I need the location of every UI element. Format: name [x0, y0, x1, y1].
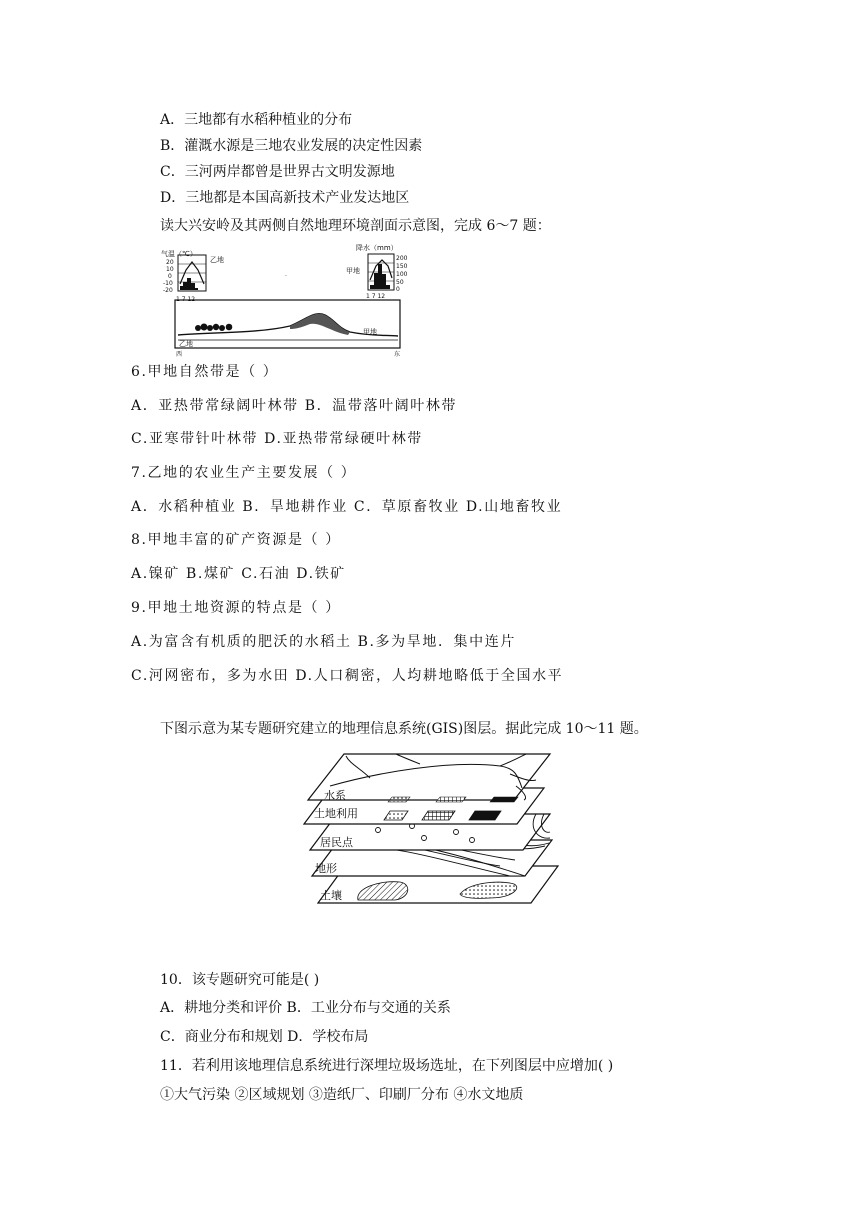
gis-layers-figure: [300, 748, 568, 933]
left-place: 乙地: [210, 256, 224, 264]
q10-options-row2: C．商业分布和规划 D．学校布局: [160, 1029, 369, 1045]
svg-text:·: ·: [285, 273, 287, 280]
right-tick-100: 100: [396, 271, 408, 278]
q5-option-c: C．三河两岸都曾是世界古文明发源地: [160, 164, 395, 180]
left-months: 1 7 12: [176, 296, 196, 303]
left-axis-title: 气温（℃）: [161, 250, 197, 258]
right-tick-0: 0: [396, 286, 400, 293]
right-place: 甲地: [346, 267, 360, 275]
q6-stem: 6.甲地自然带是（ ）: [131, 364, 279, 380]
q7-options-row1: A．水稻种植业 B．旱地耕作业 C．草原畜牧业 D.山地畜牧业: [131, 499, 563, 515]
q7-stem: 7.乙地的农业生产主要发展（ ）: [131, 465, 357, 481]
q10-options-row1: A．耕地分类和评价 B．工业分布与交通的关系: [160, 1000, 451, 1016]
q5-option-b: B．灌溉水源是三地农业发展的决定性因素: [160, 138, 423, 154]
intro-6-7: 读大兴安岭及其两侧自然地理环境剖面示意图，完成 6～7 题：: [160, 218, 551, 234]
right-tick-150: 150: [396, 263, 408, 270]
q8-options-row1: A.镍矿 B.煤矿 C.石油 D.铁矿: [131, 566, 346, 582]
q5-option-d: D．三地都是本国高新技术产业发达地区: [160, 190, 410, 206]
q9-options-row1: A.为富含有机质的肥沃的水稻土 B.多为旱地．集中连片: [131, 634, 516, 650]
dir-east: 东: [394, 351, 401, 358]
q10-stem: 10．该专题研究可能是( ): [160, 972, 320, 988]
q8-stem: 8.甲地丰富的矿产资源是（ ）: [131, 532, 341, 548]
q11-options-row1: ①大气污染 ②区域规划 ③造纸厂、印刷厂分布 ④水文地质: [160, 1087, 524, 1103]
left-tick-m20: -20: [163, 287, 173, 294]
left-tick-m10: -10: [163, 280, 173, 287]
q6-options-row1: A．亚热带常绿阔叶林带 B．温带落叶阔叶林带: [131, 398, 458, 414]
gis-layer-water: 水系: [324, 789, 346, 802]
right-axis-title: 降水（mm）: [356, 244, 398, 252]
gis-layer-soil: 土壤: [320, 889, 342, 902]
q9-stem: 9.甲地土地资源的特点是（ ）: [131, 600, 341, 616]
gis-layer-settlements: 居民点: [320, 836, 353, 849]
q5-option-a: A．三地都有水稻种植业的分布: [160, 112, 353, 128]
ground-right-label: 甲地: [363, 328, 377, 336]
q9-options-row2: C.河网密布，多为水田 D.人口稠密，人均耕地略低于全国水平: [131, 668, 564, 684]
profile-figure: [160, 240, 410, 358]
left-tick-10: 10: [166, 266, 174, 273]
left-tick-20: 20: [166, 259, 174, 266]
left-tick-0: 0: [168, 273, 172, 280]
gis-layer-land-use: 土地利用: [314, 807, 358, 820]
right-months: 1 7 12: [366, 293, 386, 300]
ground-left-label: 乙地: [179, 340, 193, 348]
intro-10-11: 下图示意为某专题研究建立的地理信息系统(GIS)图层。据此完成 10～11 题。: [160, 721, 648, 737]
right-tick-50: 50: [396, 279, 404, 286]
right-tick-200: 200: [396, 255, 408, 262]
q6-options-row2: C.亚寒带针叶林带 D.亚热带常绿硬叶林带: [131, 431, 423, 447]
gis-layer-terrain: 地形: [315, 862, 337, 875]
q11-stem: 11．若利用该地理信息系统进行深埋垃圾场选址，在下列图层中应增加( ): [160, 1058, 614, 1074]
dir-west: 西: [176, 351, 183, 358]
